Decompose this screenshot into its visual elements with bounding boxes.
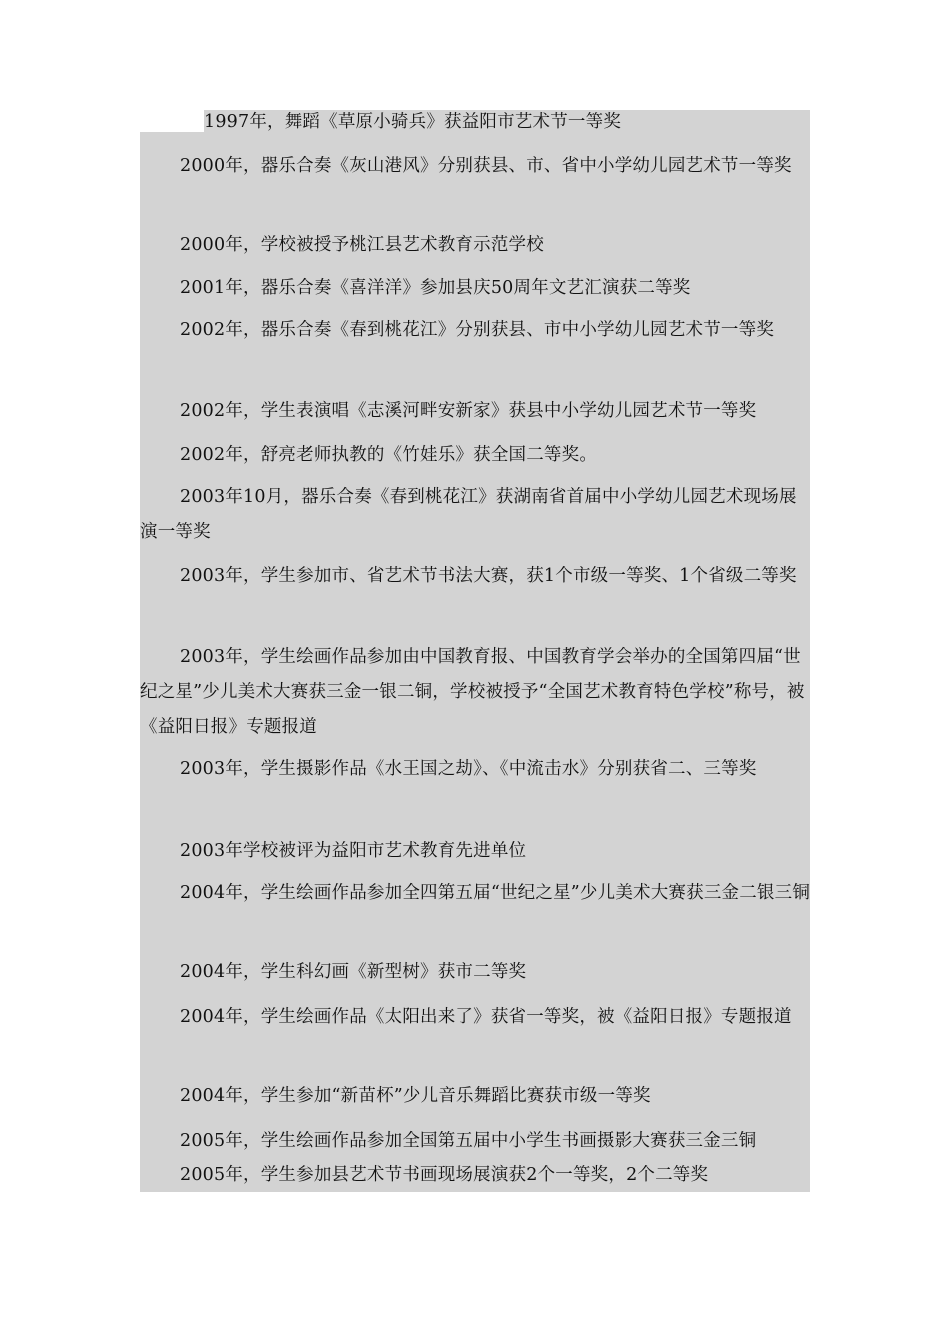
paragraph-2002-a: 2002年，器乐合奏《春到桃花江》分别获县、市中小学幼儿园艺术节一等奖 [180, 320, 775, 340]
paragraph-2003-b: 2003年，学生参加市、省艺术节书法大赛，获1个市级一等奖、1个省级二等奖 [180, 566, 797, 586]
paragraph-2002-b: 2002年，学生表演唱《志溪河畔安新家》获县中小学幼儿园艺术节一等奖 [180, 401, 757, 421]
paragraph-2004-c: 2004年，学生绘画作品《太阳出来了》获省一等奖，被《益阳日报》专题报道 [180, 1007, 792, 1027]
paragraph-2003-c: 2003年，学生绘画作品参加由中国教育报、中国教育学会举办的全国第四届“世纪之星”少儿美术大赛获三金一银二铜，学校被授予“全国艺术教育特色学校”称号，被《益阳日报》专题报道 [140, 647, 805, 737]
paragraph-2000-b: 2000年，学校被授予桃江县艺术教育示范学校 [180, 235, 544, 255]
paragraph-2004-b: 2004年，学生科幻画《新型树》获市二等奖 [180, 962, 527, 982]
paragraph-2005-a: 2005年，学生绘画作品参加全国第五届中小学生书画摄影大赛获三金三铜 [180, 1131, 757, 1151]
paragraph-2001: 2001年，器乐合奏《喜洋洋》参加县庆50周年文艺汇演获二等奖 [180, 278, 691, 298]
paragraph-2005-b: 2005年，学生参加县艺术节书画现场展演获2个一等奖，2个二等奖 [180, 1165, 709, 1185]
paragraph-2003-a: 2003年10月，器乐合奏《春到桃花江》获湖南省首届中小学幼儿园艺术现场展演一等奖 [140, 487, 797, 542]
paragraph-2002-c: 2002年，舒亮老师执教的《竹娃乐》获全国二等奖。 [180, 445, 598, 465]
paragraph-2003-e: 2003年学校被评为益阳市艺术教育先进单位 [180, 841, 527, 861]
paragraph-2003-d: 2003年，学生摄影作品《水王国之劫》、《中流击水》分别获省二、三等奖 [180, 759, 757, 779]
paragraph-2000-a: 2000年，器乐合奏《灰山港风》分别获县、市、省中小学幼儿园艺术节一等奖 [180, 156, 792, 176]
paragraph-2004-d: 2004年，学生参加“新苗杯”少儿音乐舞蹈比赛获市级一等奖 [180, 1086, 651, 1106]
paragraph-2004-a: 2004年，学生绘画作品参加全四第五届“世纪之星”少儿美术大赛获三金二银三铜 [180, 883, 811, 903]
paragraph-1997: 1997年，舞蹈《草原小骑兵》获益阳市艺术节一等奖 [204, 112, 622, 132]
